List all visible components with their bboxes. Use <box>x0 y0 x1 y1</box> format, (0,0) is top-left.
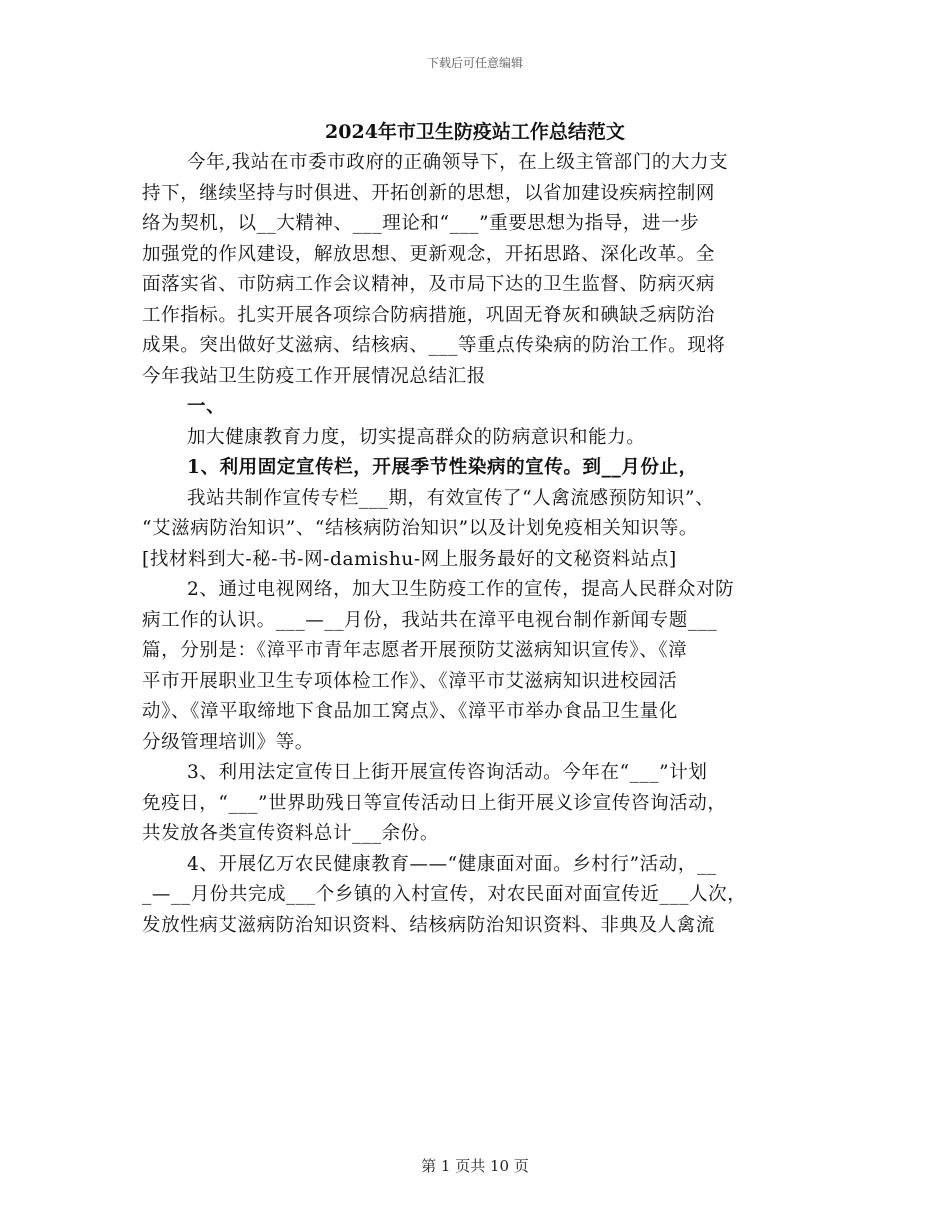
text-line: 2、通过电视网络，加大卫生防疫工作的宣传，提高人民群众对防 <box>187 579 735 600</box>
text-line: “艾滋病防治知识”、“结核病防治知识”以及计划免疫相关知识等。 <box>142 518 698 539</box>
text-line: 面落实省、市防病工作会议精神，及市局下达的卫生监督、防病灭病 <box>142 274 716 295</box>
text-line: 篇，分别是：《漳平市青年志愿者开展预防艾滋病知识宣传》、《漳 <box>142 640 688 661</box>
text-line: 今年,我站在市委市政府的正确领导下，在上级主管部门的大力支 <box>187 152 729 173</box>
text-line: 成果。突出做好艾滋病、结核病、___等重点传染病的防治工作。现将 <box>142 335 726 356</box>
text-line: 免疫日，“___”世界助残日等宣传活动日上街开展义诊宣传咨询活动， <box>142 792 727 814</box>
item3-paragraph <box>142 758 812 850</box>
item2-paragraph <box>142 575 812 758</box>
item4-paragraph <box>142 850 812 942</box>
text-line: 共发放各类宣传资料总计___余份。 <box>142 823 439 844</box>
document-title: 2024年市卫生防疫站工作总结范文 <box>325 121 625 143</box>
item1-paragraph <box>142 484 812 576</box>
text-line: 我站共制作宣传专栏___期，有效宣传了“人禽流感预防知识”、 <box>187 487 715 509</box>
text-line: [找材料到大-秘-书-网-damishu-网上服务最好的文秘资料站点] <box>142 548 677 570</box>
text-line: 分级管理培训》等。 <box>142 731 314 753</box>
intro-paragraph <box>142 148 812 392</box>
page-number-footer: 第 1 页共 10 页 <box>421 1157 529 1175</box>
text-line: 持下，继续坚持与时俱进、开拓创新的思想，以省加建设疾病控制网 <box>142 182 716 204</box>
text-line: _—__月份共完成___个乡镇的入村宣传，对农民面对面宣传近___人次， <box>142 884 747 905</box>
section-number: 一、 <box>187 396 226 417</box>
text-line: 发放性病艾滋病防治知识资料、结核病防治知识资料、非典及人禽流 <box>142 914 716 936</box>
text-line: 络为契机，以__大精神、___理论和“___”重要思想为指导，进一步 <box>142 213 700 234</box>
text-line: 今年我站卫生防疫工作开展情况总结汇报 <box>142 365 486 387</box>
section-heading: 加大健康教育力度，切实提高群众的防病意识和能力。 <box>187 426 646 448</box>
text-line: 病工作的认识。___—__月份，我站共在漳平电视台制作新闻专题___ <box>142 609 718 631</box>
text-line: 平市开展职业卫生专项体检工作》、《漳平市艾滋病知识进校园活 <box>142 670 678 692</box>
document-body <box>142 148 812 941</box>
page-header-note: 下载后可任意编辑 <box>426 56 523 70</box>
text-line: 4、开展亿万农民健康教育——“健康面对面。乡村行”活动，__ <box>187 853 717 875</box>
text-line: 3、利用法定宣传日上街开展宣传咨询活动。今年在“___”计划 <box>187 762 708 783</box>
item1-heading: 1、利用固定宣传栏，开展季节性染病的宣传。到__月份止， <box>187 457 698 478</box>
text-line: 加强党的作风建设，解放思想、更新观念，开拓思路、深化改革。全 <box>142 243 716 265</box>
text-line: 工作指标。扎实开展各项综合防病措施，巩固无脊灰和碘缺乏病防治 <box>142 304 716 326</box>
text-line: 动》、《漳平取缔地下食品加工窝点》、《漳平市举办食品卫生量化 <box>142 701 679 722</box>
